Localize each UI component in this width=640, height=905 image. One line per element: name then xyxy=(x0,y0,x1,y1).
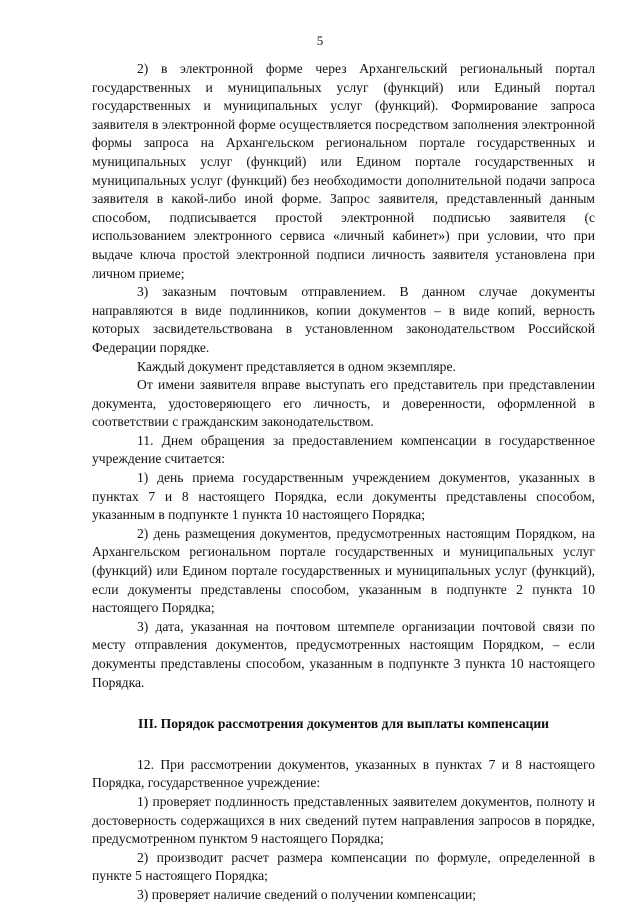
paragraph-registered-mail: 3) заказным почтовым отправлением. В данном случае документы направляются в виде подлинников, копии документов – в виде копий, верность которых засвидетельствована в установленном законодательством Российской Федерации порядке. xyxy=(92,284,595,355)
section-heading: III. Порядок рассмотрения документов для выплаты компенсации xyxy=(137,716,550,732)
paragraph-item-12-1: 1) проверяет подлинность представленных заявителем документов, полноту и достоверность содержащихся в них сведений путем направления запросов в порядке, предусмотренном пунктом 9 настоящего Порядка; xyxy=(92,793,595,847)
paragraph-item-12-2: 2) производит расчет размера компенсации по формуле, определенной в пункте 5 настоящего Порядка; xyxy=(92,849,595,884)
paragraph-item-12-3: 3) проверяет наличие сведений о получении компенсации; xyxy=(137,886,477,902)
paragraph-item-12: 12. При рассмотрении документов, указанных в пунктах 7 и 8 настоящего Порядка, государственное учреждение: xyxy=(92,756,595,791)
paragraph-item-11-3: 3) дата, указанная на почтовом штемпеле организации почтовой связи по месту отправления документов, предусмотренных настоящим Порядком, – если документы представлены способом, указанным в подпункте 3 пункта 10 настоящего Порядка. xyxy=(92,618,595,690)
document-body xyxy=(92,60,595,905)
paragraph-item-11-2: 2) день размещения документов, предусмотренных настоящим Порядком, на Архангельском региональном портале государственных и муниципальных услуг (функций) или Едином портале государственных и муниципальных услуг (функций), если документы представлены способом, указанным в подпункте 2 пункта 10 настоящего Порядка; xyxy=(92,525,595,616)
paragraph-electronic-form: 2) в электронной форме через Архангельский региональный портал государственных и муниципальных услуг (функций) или Единый портал государственных и муниципальных услуг (функций). Формирование запроса заявителя в электронной форме осуществляется посредством заполнения электронной формы запроса на Архангельском региональном портале государственных и муниципальных услуг (функций) или Едином портале государственных и муниципальных услуг (функций) без необходимости дополнительной подачи запроса заявителя в какой-либо иной форме. Запрос заявителя, представленный данным способом, подписывается простой электронной подписью заявителя (с использованием электронного сервиса «личный кабинет») при условии, что при выдаче ключа простой электронной подписи личность заявителя установлена при личном приеме; xyxy=(92,61,595,281)
page-number: 5 xyxy=(316,33,324,48)
paragraph-item-11-1: 1) день приема государственным учреждением документов, указанных в пунктах 7 и 8 настоящего Порядка, если документы представлены способом, указанным в подпункте 1 пункта 10 настоящего Порядка; xyxy=(92,470,595,523)
paragraph-single-copy: Каждый документ представляется в одном экземпляре. xyxy=(137,358,456,374)
paragraph-item-11: 11. Днем обращения за предоставлением компенсации в государственное учреждение считается: xyxy=(92,432,595,467)
paragraph-representative: От имени заявителя вправе выступать его представитель при представлении документа, удостоверяющего его личность, и доверенности, оформленной в соответствии с гражданским законодательством. xyxy=(92,377,595,430)
